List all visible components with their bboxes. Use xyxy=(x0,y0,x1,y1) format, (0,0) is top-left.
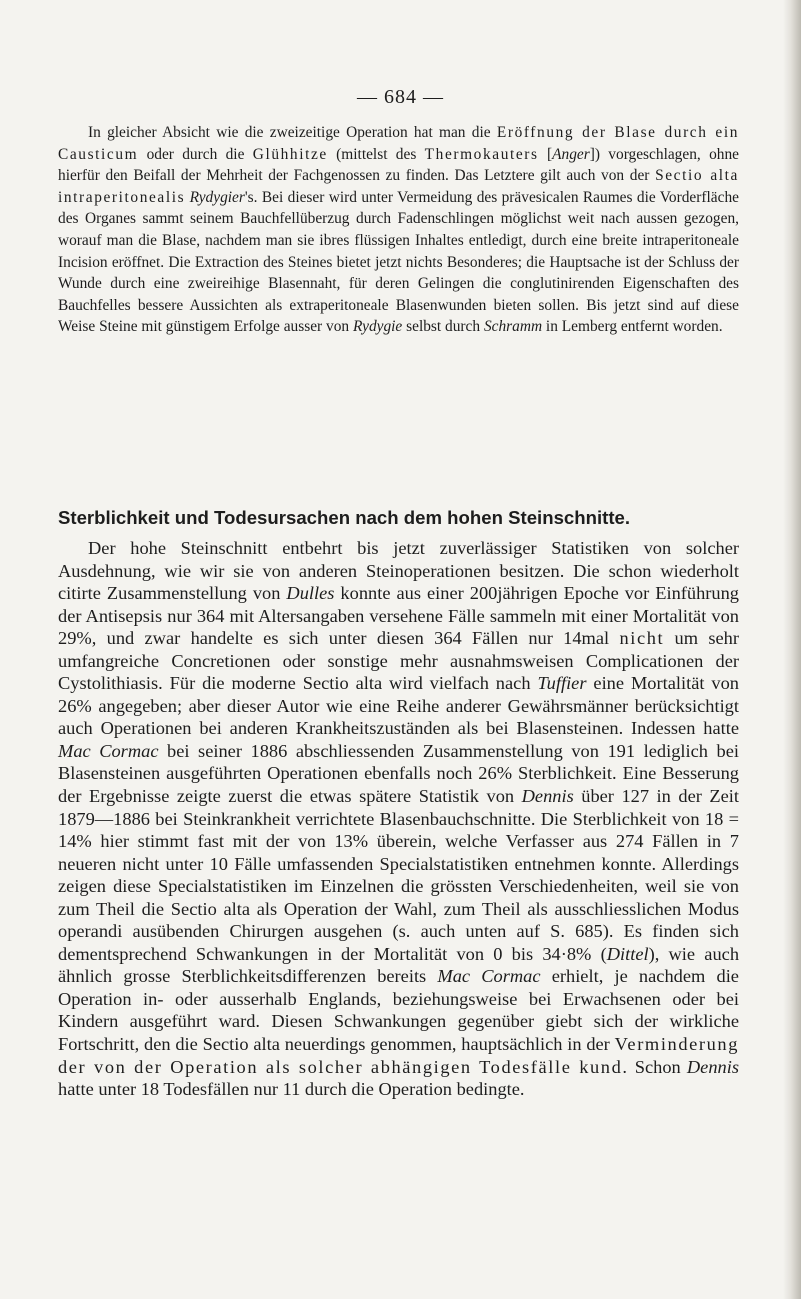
text-run: um sehr umfangreiche Concretionen oder sonstige mehr ausnahmsweisen Complicationen der Cystolithiasis. Für die moderne Sectio alta wird vielfach nach xyxy=(58,628,739,694)
text-run: oder durch die xyxy=(138,145,253,163)
author-name: Rydygier xyxy=(189,188,245,206)
author-name: Dennis xyxy=(521,786,574,807)
author-name: Mac Cormac xyxy=(437,966,541,987)
text-run: Schon xyxy=(628,1056,687,1077)
text-run: bei seiner 1886 abschliessenden Zusammenstellung von 191 lediglich bei Blasensteinen ausgeführten Operationen ebenfalls noch 26% Sterblichkeit. Eine Besserung der Ergebnisse zeigte zuerst die etwas spätere Statistik von xyxy=(58,740,739,807)
text-run: In gleicher Absicht wie die zweizeitige Operation hat man die xyxy=(88,124,497,141)
text-run: hatte unter 18 Todesfällen nur 11 durch die Operation bedingte. xyxy=(58,1079,525,1100)
text-run: ), wie auch ähnlich grosse Sterblichkeitsdifferenzen bereits xyxy=(58,943,740,987)
paragraph-opening xyxy=(58,122,739,338)
author-name: Rydygie xyxy=(352,318,403,336)
text-run: 's. Bei dieser wird unter Vermeidung des prävesicalen Raumes die Vorderfläche des Organes sammt seinem Bauchfellüberzug durch Fadenschlingen möglichst weit nach aussen gezogen, worauf man die Blase, nachdem man sie ibres flüssigen Inhaltes entledigt, durch eine breite intraperitoneale Incision eröffnet. Die Extraction des Steines bietet jetzt nichts Besonderes; die Hauptsache ist der Schluss der Wunde durch eine zweireihige Blasennaht, für deren Gelingen die conglutinirenden Eigenschaften des Bauchfelles bessere Aussichten als extraperitoneale Blasenwunden bieten sollen. Bis jetzt sind auf diese Weise Steine mit günstigem Erfolge ausser von xyxy=(58,188,739,336)
spaced-term: Thermokauters xyxy=(424,145,539,163)
author-name: Dennis xyxy=(686,1056,739,1077)
spaced-term: Glühhitze xyxy=(252,145,328,163)
text-run: über 127 in der Zeit 1879—1886 bei Steinkrankheit verrichtete Blasenbauchschnitte. Die Sterblichkeit von 18 = 14% hier stimmt fast mit der von 13% überein, welche Verfasser aus 274 Fällen in 7 neueren nicht unter 10 Fälle umfassenden Specialstatistiken entnehmen konnte. Allerdings zeigen diese Specialstatistiken im Einzelnen die grössten Verschiedenheiten, weil sie von zum Theil die Sectio alta als Operation der Wahl, zum Theil als ausschliesslichen Modus operandi ausübenden Chirurgen ausgehen (s. auch unten auf S. 685). Es finden sich dementsprechend Schwankungen in der Mortalität von 0 bis 34·8% ( xyxy=(58,786,739,964)
author-name: Dulles xyxy=(286,583,335,604)
author-name: Schramm xyxy=(483,318,543,336)
text-run: selbst durch xyxy=(402,318,484,336)
spaced-term: Verminderung der von der Operation als solcher abhängigen Todesfälle kund. xyxy=(58,1034,739,1077)
text-run: ]) vorgeschlagen, ohne hierfür den Beifall der Mehrheit der Fachgenossen zu finden. Das Letztere gilt auch von der xyxy=(58,145,740,185)
spaced-term: Eröffnung der Blase durch ein Causticum xyxy=(58,124,739,163)
text-run: [ xyxy=(538,145,553,163)
text-run: erhielt, je nachdem die Operation in- oder ausserhalb Englands, beziehungsweise bei Erwachsenen oder bei Kindern ausgeführt ward. Diesen Schwankungen gegenüber giebt sich der wirkliche Fortschritt, den die Sectio alta neuerdings genommen, hauptsächlich in der xyxy=(58,966,739,1055)
author-name: Tuffier xyxy=(537,673,587,694)
text-run: Der hohe Steinschnitt entbehrt bis jetzt zuverlässiger Statistiken von solcher Ausdehnung, wie wir sie von anderen Steinoperationen besitzen. Die schon wiederholt citirte Zusammenstellung von xyxy=(58,538,739,604)
spaced-term: nicht xyxy=(619,628,665,649)
section-heading: Sterblichkeit und Todesursachen nach dem hohen Steinschnitte. xyxy=(58,507,631,528)
page-edge-shadow xyxy=(783,0,801,1299)
text-run: konnte aus einer 200jährigen Epoche vor Einführung der Antisepsis nur 364 mit Altersangaben versehene Fälle sammeln mit einer Mortalität von 29%, und zwar handelte es sich unter diesen 364 Fällen nur 14mal xyxy=(58,583,739,649)
page-number: — 684 — xyxy=(357,86,444,108)
author-name: Mac Cormac xyxy=(58,740,159,761)
text-run: (mittelst des xyxy=(327,145,425,163)
author-name: Dittel xyxy=(606,943,649,964)
author-name: Anger xyxy=(552,145,590,163)
text-run: eine Mortalität von 26% angegeben; aber dieser Autor wie eine Reihe anderer Gewährsmänner berücksichtigt auch Operationen bei anderen Krankheitszuständen als bei Blasensteinen. Indessen hatte xyxy=(58,673,739,739)
paragraph-mortality xyxy=(58,537,739,1101)
text-run: in Lemberg entfernt worden. xyxy=(542,318,723,336)
spaced-term: Sectio alta intraperitonealis xyxy=(58,167,739,206)
